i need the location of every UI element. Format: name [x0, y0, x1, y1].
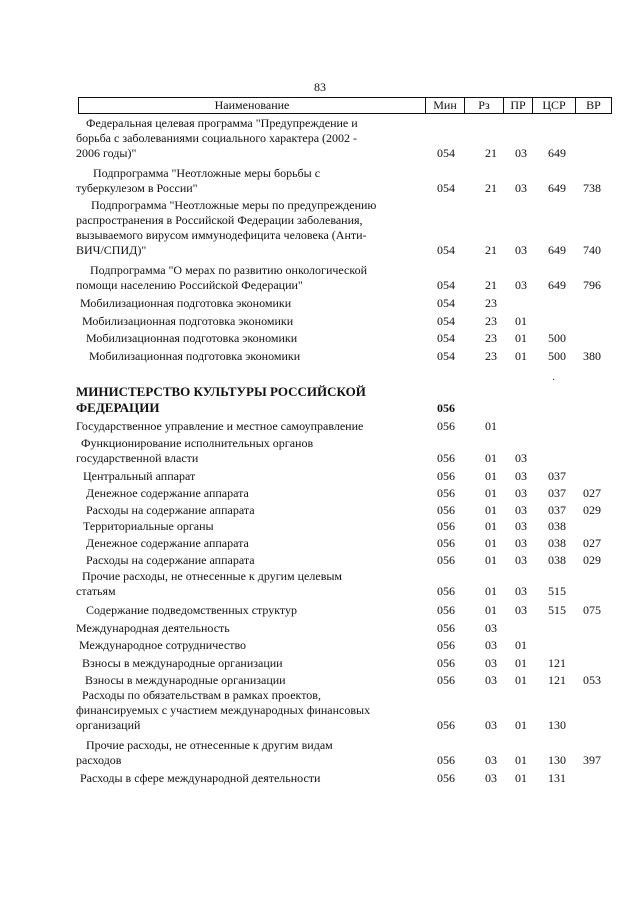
row-rz: 01: [485, 536, 497, 550]
row-pr: 03: [515, 146, 527, 160]
row-csr: 038: [548, 553, 566, 567]
row-name-line: Государственное управление и местное самоуправление: [76, 419, 364, 433]
row-min: 056: [437, 603, 455, 617]
row-vr: 029: [583, 553, 601, 567]
stray-mark: ·: [552, 375, 556, 386]
row-name-line: Мобилизационная подготовка экономики: [89, 349, 301, 363]
row-name: [0, 638, 355, 653]
row-name: [0, 771, 355, 786]
row-pr: 03: [515, 536, 527, 550]
row-rz: 03: [485, 771, 497, 785]
row-pr: 03: [515, 553, 527, 567]
row-min: 056: [437, 673, 455, 687]
row-pr: 01: [515, 349, 527, 363]
row-name: [0, 738, 355, 768]
row-vr: 397: [583, 753, 601, 767]
row-min: 056: [437, 419, 455, 433]
row-vr: 029: [583, 503, 601, 517]
row-name-line: Мобилизационная подготовка экономики: [82, 314, 294, 328]
row-min: 056: [437, 401, 455, 415]
row-name: [0, 603, 355, 618]
row-rz: 01: [485, 419, 497, 433]
row-vr: 738: [583, 181, 601, 195]
row-name: [0, 436, 355, 466]
row-min: 056: [437, 536, 455, 550]
row-csr: 121: [548, 673, 566, 687]
row-name: [0, 519, 355, 534]
row-pr: 03: [515, 584, 527, 598]
row-name-line: Мобилизационная подготовка экономики: [80, 296, 292, 310]
row-csr: 131: [548, 771, 566, 785]
row-rz: 01: [485, 469, 497, 483]
row-rz: 23: [485, 296, 497, 310]
row-name: [0, 349, 355, 364]
page-number: 83: [314, 80, 326, 94]
row-rz: 21: [485, 146, 497, 160]
row-name: [0, 536, 355, 551]
row-pr: 01: [515, 331, 527, 345]
row-pr: 01: [515, 753, 527, 767]
table-row: [0, 419, 640, 434]
row-name-line: Мобилизационная подготовка экономики: [86, 331, 298, 345]
row-rz: 01: [485, 519, 497, 533]
row-min: 056: [437, 553, 455, 567]
row-rz: 21: [485, 243, 497, 257]
row-csr: 130: [548, 718, 566, 732]
table-header: [78, 97, 612, 114]
row-pr: 01: [515, 718, 527, 732]
row-min: 056: [437, 486, 455, 500]
row-name-line: Расходы на содержание аппарата: [86, 553, 255, 567]
row-name: [0, 314, 355, 329]
table-row: [0, 436, 640, 466]
row-min: 056: [437, 584, 455, 598]
row-min: 056: [437, 638, 455, 652]
table-row: [0, 771, 640, 786]
row-min: 054: [437, 331, 455, 345]
row-pr: 01: [515, 638, 527, 652]
row-name-line: Расходы по обязательствам в рамках проектов,: [82, 688, 321, 702]
row-name: [0, 331, 355, 346]
row-min: 054: [437, 314, 455, 328]
table-row: [0, 331, 640, 346]
row-name-line: Функционирование исполнительных органов: [81, 436, 314, 450]
table-row: [0, 263, 640, 293]
row-name-line: Подпрограмма "О мерах по развитию онкологической: [90, 263, 367, 277]
header-min: Мин: [426, 98, 465, 113]
row-min: 056: [437, 718, 455, 732]
row-name-line: Содержание подведомственных структур: [86, 603, 298, 617]
row-name-line: финансируемых с участием международных финансовых: [76, 703, 371, 717]
table-row: [0, 656, 640, 671]
row-csr: 515: [548, 584, 566, 598]
row-name-line: Взносы в международные организации: [82, 656, 283, 670]
row-csr: 121: [548, 656, 566, 670]
row-vr: 027: [583, 486, 601, 500]
row-min: 056: [437, 656, 455, 670]
row-min: 056: [437, 451, 455, 465]
row-name: [0, 263, 367, 293]
table-row: [0, 603, 640, 618]
row-rz: 01: [485, 584, 497, 598]
row-rz: 01: [485, 603, 497, 617]
row-pr: 03: [515, 519, 527, 533]
table-row: [0, 673, 640, 688]
row-min: 056: [437, 753, 455, 767]
row-name-line: МИНИСТЕРСТВО КУЛЬТУРЫ РОССИЙСКОЙ: [76, 384, 366, 399]
header-rz: Рз: [465, 98, 504, 113]
row-name-line: Прочие расходы, не отнесенные к другим видам: [86, 738, 333, 752]
row-min: 054: [437, 278, 455, 292]
row-vr: 796: [583, 278, 601, 292]
row-rz: 03: [485, 638, 497, 652]
row-vr: 740: [583, 243, 601, 257]
row-rz: 23: [485, 349, 497, 363]
row-pr: 03: [515, 469, 527, 483]
row-name: [0, 469, 355, 484]
table-row: [0, 198, 640, 258]
row-name: [0, 419, 364, 434]
row-min: 056: [437, 771, 455, 785]
row-name-line: Денежное содержание аппарата: [86, 486, 249, 500]
header-name: Наименование: [79, 98, 426, 113]
row-csr: 649: [548, 146, 566, 160]
row-name-line: ВИЧ/СПИД)": [76, 243, 147, 257]
row-name-line: ФЕДЕРАЦИИ: [76, 400, 160, 415]
row-name-line: Расходы на содержание аппарата: [86, 503, 255, 517]
row-pr: 01: [515, 771, 527, 785]
row-vr: 075: [583, 603, 601, 617]
row-rz: 23: [485, 314, 497, 328]
row-name: [0, 553, 355, 568]
row-rz: 03: [485, 621, 497, 635]
row-name-line: Международное сотрудничество: [79, 638, 247, 652]
row-name-line: распространения в Российской Федерации заболевания,: [76, 213, 363, 227]
row-name-line: Расходы в сфере международной деятельности: [80, 771, 321, 785]
row-csr: 037: [548, 503, 566, 517]
row-pr: 03: [515, 503, 527, 517]
table-row: [0, 553, 640, 568]
table-row: [0, 569, 640, 599]
row-rz: 23: [485, 331, 497, 345]
row-min: 056: [437, 503, 455, 517]
row-csr: 037: [548, 469, 566, 483]
row-pr: 01: [515, 314, 527, 328]
row-csr: 500: [548, 331, 566, 345]
row-rz: 03: [485, 753, 497, 767]
table-row: [0, 469, 640, 484]
row-name: [0, 569, 355, 599]
row-pr: 01: [515, 656, 527, 670]
table-row: [0, 621, 640, 636]
row-rz: 03: [485, 673, 497, 687]
header-vr: ВР: [586, 98, 601, 112]
row-min: 056: [437, 621, 455, 635]
row-pr: 03: [515, 603, 527, 617]
row-vr: 027: [583, 536, 601, 550]
table-row: [0, 296, 640, 311]
row-name-line: борьба с заболеваниями социального характера (2002 -: [76, 131, 358, 145]
row-name-line: статьям: [76, 584, 116, 598]
row-csr: 515: [548, 603, 566, 617]
table-row: [0, 384, 640, 416]
row-name-line: Денежное содержание аппарата: [86, 536, 249, 550]
row-name-line: Международная деятельность: [76, 621, 230, 635]
row-vr: 380: [583, 349, 601, 363]
row-csr: 038: [548, 519, 566, 533]
row-name: [0, 116, 358, 161]
row-pr: 01: [515, 673, 527, 687]
header-csr: ЦСР: [533, 98, 576, 113]
row-min: 054: [437, 146, 455, 160]
row-name: [0, 486, 355, 501]
row-rz: 01: [485, 451, 497, 465]
row-pr: 03: [515, 451, 527, 465]
row-min: 054: [437, 181, 455, 195]
row-vr: 053: [583, 673, 601, 687]
row-csr: 500: [548, 349, 566, 363]
row-rz: 03: [485, 718, 497, 732]
row-name-line: помощи населению Российской Федерации": [76, 278, 303, 292]
row-name-line: Подпрограмма "Неотложные меры по предупреждению: [91, 198, 377, 212]
row-min: 056: [437, 469, 455, 483]
table-row: [0, 116, 640, 161]
table-row: [0, 638, 640, 653]
row-csr: 038: [548, 536, 566, 550]
row-pr: 03: [515, 243, 527, 257]
row-pr: 03: [515, 486, 527, 500]
row-rz: 21: [485, 181, 497, 195]
row-name: [0, 673, 355, 688]
table-row: [0, 519, 640, 534]
row-rz: 21: [485, 278, 497, 292]
row-csr: 130: [548, 753, 566, 767]
row-name-line: Взносы в международные организации: [85, 673, 286, 687]
row-name: [0, 621, 355, 636]
table-row: [0, 166, 640, 196]
table-row: [0, 688, 640, 733]
row-csr: 649: [548, 243, 566, 257]
row-rz: 01: [485, 486, 497, 500]
row-name-line: 2006 годы)": [76, 146, 137, 160]
row-name: [0, 656, 355, 671]
row-min: 056: [437, 519, 455, 533]
table-row: [0, 314, 640, 329]
row-pr: 03: [515, 278, 527, 292]
row-name-line: организаций: [76, 718, 141, 732]
row-name-line: государственной власти: [76, 451, 199, 465]
row-name: [0, 296, 355, 311]
table-row: [0, 486, 640, 501]
row-min: 054: [437, 243, 455, 257]
row-name: [0, 503, 355, 518]
row-name-line: Территориальные органы: [83, 519, 214, 533]
row-name-line: Федеральная целевая программа "Предупреждение и: [86, 116, 358, 130]
row-name-line: Центральный аппарат: [83, 469, 196, 483]
table-row: [0, 503, 640, 518]
row-name: [0, 384, 366, 416]
table-row: [0, 536, 640, 551]
row-rz: 01: [485, 503, 497, 517]
table-row: [0, 349, 640, 364]
table-row: [0, 738, 640, 768]
row-name: [0, 198, 377, 258]
row-rz: 03: [485, 656, 497, 670]
row-name-line: расходов: [76, 753, 122, 767]
row-rz: 01: [485, 553, 497, 567]
header-pr: ПР: [504, 98, 533, 113]
row-pr: 03: [515, 181, 527, 195]
row-name: [0, 166, 355, 196]
row-csr: 649: [548, 278, 566, 292]
row-name-line: Подпрограмма "Неотложные меры борьбы с: [93, 166, 321, 180]
row-name-line: туберкулезом в России": [76, 181, 198, 195]
row-min: 054: [437, 296, 455, 310]
row-csr: 649: [548, 181, 566, 195]
row-name-line: Прочие расходы, не отнесенные к другим целевым: [82, 569, 343, 583]
row-csr: 037: [548, 486, 566, 500]
row-min: 054: [437, 349, 455, 363]
row-name-line: вызываемого вирусом иммунодефицита человека (Анти-: [76, 228, 367, 242]
row-name: [0, 688, 371, 733]
